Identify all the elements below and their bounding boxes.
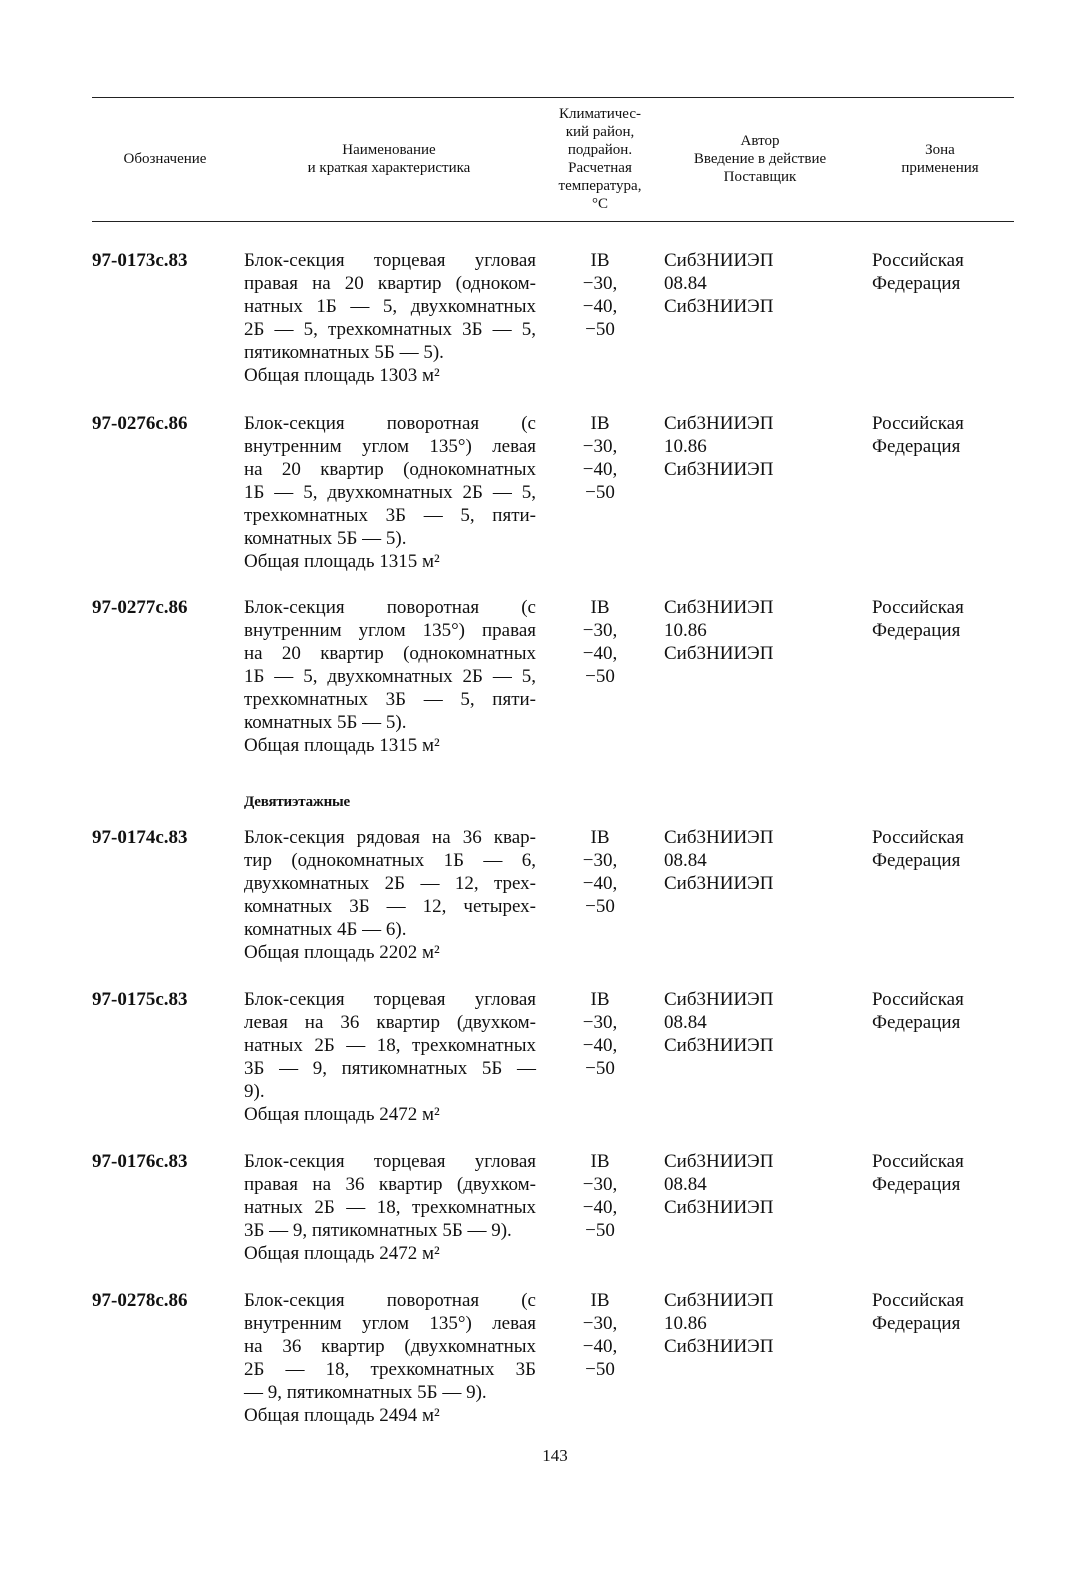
- description-line: пятикомнатных 5Б — 5).: [244, 342, 444, 363]
- application-zone-line: Российская: [872, 1151, 964, 1172]
- climate-values-line: −40,: [582, 643, 618, 664]
- application-zone: [872, 1289, 1022, 1335]
- author-info-line: 08.84: [664, 1012, 707, 1033]
- climate-values-line: −40,: [582, 873, 618, 894]
- description: [244, 1150, 536, 1265]
- author-info-line: Сиб3НИИЭП: [664, 989, 774, 1010]
- author-info: [664, 412, 864, 481]
- author-info: [664, 249, 864, 318]
- climate-values-line: −40,: [582, 1035, 618, 1056]
- description: [244, 1289, 536, 1427]
- climate-values-line: IB: [590, 597, 610, 618]
- description-line: внутренним углом 135°) правая: [244, 620, 536, 641]
- author-info-line: Сиб3НИИЭП: [664, 1035, 774, 1056]
- author-info-line: 10.86: [664, 1313, 707, 1334]
- description-line: на 36 квартир (двухкомнатных: [244, 1336, 536, 1357]
- header-climate-region: Климатичес- кий район, подрайон. Расчетная температура, °С: [558, 106, 642, 212]
- designation-code: 97-0174с.83: [92, 827, 188, 848]
- climate-values-line: −40,: [582, 1336, 618, 1357]
- climate-values: [560, 249, 640, 341]
- climate-values-line: −40,: [582, 459, 618, 480]
- description-line: Блок-секция поворотная (с: [244, 413, 536, 434]
- author-info-line: Сиб3НИИЭП: [664, 873, 774, 894]
- description-line: на 20 квартир (однокомнатных: [244, 643, 536, 664]
- author-info: [664, 1289, 864, 1358]
- application-zone-line: Российская: [872, 989, 964, 1010]
- author-info: [664, 1150, 864, 1219]
- description-line: трехкомнатных 3Б — 5, пяти-: [244, 689, 536, 710]
- climate-values: [560, 1289, 640, 1381]
- climate-values: [560, 826, 640, 918]
- table-header-bottom-rule: [92, 221, 1014, 222]
- designation-code: 97-0276с.86: [92, 413, 188, 434]
- climate-values-line: −30,: [582, 436, 618, 457]
- header-name-description: Наименование и краткая характеристика: [307, 142, 471, 176]
- author-info: [664, 988, 864, 1057]
- climate-values-line: IB: [590, 827, 610, 848]
- description-line: 2Б — 18, трехкомнатных 3Б: [244, 1359, 536, 1380]
- application-zone-line: Российская: [872, 1290, 964, 1311]
- climate-values-line: −30,: [582, 850, 618, 871]
- description-line: Общая площадь 1315 м²: [244, 551, 440, 572]
- description-line: Общая площадь 1303 м²: [244, 365, 440, 386]
- header-author-supplier: Автор Введение в действие Поставщик: [693, 133, 827, 185]
- designation-code: 97-0277с.86: [92, 597, 188, 618]
- author-info-line: Сиб3НИИЭП: [664, 459, 774, 480]
- page-number: 143: [542, 1446, 568, 1465]
- climate-values: [560, 988, 640, 1080]
- description-line: Общая площадь 1315 м²: [244, 735, 440, 756]
- climate-values-line: −30,: [582, 1313, 618, 1334]
- description-line: трехкомнатных 3Б — 5, пяти-: [244, 505, 536, 526]
- application-zone-line: Российская: [872, 597, 964, 618]
- description-line: Общая площадь 2472 м²: [244, 1104, 440, 1125]
- climate-values-line: −50: [585, 896, 615, 917]
- author-info-line: 08.84: [664, 850, 707, 871]
- description-line: Общая площадь 2494 м²: [244, 1405, 440, 1426]
- author-info-line: Сиб3НИИЭП: [664, 643, 774, 664]
- application-zone: [872, 826, 1022, 872]
- climate-values-line: −30,: [582, 1012, 618, 1033]
- description-line: 3Б — 9, пятикомнатных 5Б — 9).: [244, 1220, 512, 1241]
- designation-code: 97-0176с.83: [92, 1151, 188, 1172]
- description: [244, 988, 536, 1126]
- description-line: на 20 квартир (однокомнатных: [244, 459, 536, 480]
- description-line: Блок-секция поворотная (с: [244, 1290, 536, 1311]
- application-zone-line: Федерация: [872, 1174, 961, 1195]
- application-zone-line: Федерация: [872, 1313, 961, 1334]
- climate-values-line: −40,: [582, 296, 618, 317]
- climate-values-line: −50: [585, 482, 615, 503]
- designation-code: 97-0278с.86: [92, 1290, 188, 1311]
- description-line: натных 2Б — 18, трехкомнатных: [244, 1197, 536, 1218]
- author-info-line: Сиб3НИИЭП: [664, 597, 774, 618]
- description-line: левая на 36 квартир (двухком-: [244, 1012, 536, 1033]
- table-header-top-rule: [92, 97, 1014, 98]
- climate-values: [560, 412, 640, 504]
- climate-values-line: −30,: [582, 1174, 618, 1195]
- climate-values-line: −50: [585, 319, 615, 340]
- author-info-line: 10.86: [664, 620, 707, 641]
- description-line: 1Б — 5, двухкомнатных 2Б — 5,: [244, 482, 536, 503]
- description-line: правая на 20 квартир (одноком-: [244, 273, 536, 294]
- application-zone-line: Федерация: [872, 1012, 961, 1033]
- author-info-line: Сиб3НИИЭП: [664, 413, 774, 434]
- climate-values-line: −30,: [582, 620, 618, 641]
- climate-values: [560, 596, 640, 688]
- description-line: Блок-секция торцевая угловая: [244, 250, 536, 271]
- designation-code: 97-0173с.83: [92, 250, 188, 271]
- climate-values-line: IB: [590, 1290, 610, 1311]
- climate-values-line: −50: [585, 1220, 615, 1241]
- description: [244, 249, 536, 387]
- author-info: [664, 826, 864, 895]
- description-line: 1Б — 5, двухкомнатных 2Б — 5,: [244, 666, 536, 687]
- description-line: комнатных 3Б — 12, четырех-: [244, 896, 536, 917]
- description-line: натных 2Б — 18, трехкомнатных: [244, 1035, 536, 1056]
- description-line: Блок-секция торцевая угловая: [244, 1151, 536, 1172]
- description-line: Блок-секция рядовая на 36 квар-: [244, 827, 536, 848]
- description-line: тир (однокомнатных 1Б — 6,: [244, 850, 536, 871]
- application-zone: [872, 412, 1022, 458]
- climate-values: [560, 1150, 640, 1242]
- description-line: двухкомнатных 2Б — 12, трех-: [244, 873, 536, 894]
- description-line: Общая площадь 2202 м²: [244, 942, 440, 963]
- description-line: комнатных 5Б — 5).: [244, 528, 407, 549]
- application-zone-line: Российская: [872, 250, 964, 271]
- author-info-line: Сиб3НИИЭП: [664, 827, 774, 848]
- application-zone-line: Федерация: [872, 273, 961, 294]
- author-info-line: Сиб3НИИЭП: [664, 1197, 774, 1218]
- climate-values-line: −40,: [582, 1197, 618, 1218]
- description: [244, 412, 536, 573]
- description-line: 9).: [244, 1081, 265, 1102]
- climate-values-line: IB: [590, 250, 610, 271]
- application-zone: [872, 1150, 1022, 1196]
- application-zone-line: Российская: [872, 413, 964, 434]
- application-zone-line: Федерация: [872, 850, 961, 871]
- section-title: Девятиэтажные: [244, 794, 351, 810]
- application-zone-line: Федерация: [872, 436, 961, 457]
- author-info-line: Сиб3НИИЭП: [664, 250, 774, 271]
- author-info-line: 08.84: [664, 1174, 707, 1195]
- description-line: Блок-секция торцевая угловая: [244, 989, 536, 1010]
- description-line: внутренним углом 135°) левая: [244, 1313, 536, 1334]
- application-zone: [872, 596, 1022, 642]
- author-info-line: Сиб3НИИЭП: [664, 1336, 774, 1357]
- description-line: правая на 36 квартир (двухком-: [244, 1174, 536, 1195]
- description-line: 2Б — 5, трехкомнатных 3Б — 5,: [244, 319, 536, 340]
- application-zone: [872, 249, 1022, 295]
- climate-values-line: −50: [585, 666, 615, 687]
- application-zone-line: Федерация: [872, 620, 961, 641]
- climate-values-line: IB: [590, 1151, 610, 1172]
- description: [244, 596, 536, 757]
- description-line: — 9, пятикомнатных 5Б — 9).: [244, 1382, 487, 1403]
- description-line: комнатных 4Б — 6).: [244, 919, 407, 940]
- author-info: [664, 596, 864, 665]
- climate-values-line: IB: [590, 413, 610, 434]
- author-info-line: Сиб3НИИЭП: [664, 1290, 774, 1311]
- header-application-zone: Зона применения: [901, 142, 979, 176]
- description-line: Блок-секция поворотная (с: [244, 597, 536, 618]
- description: [244, 826, 536, 964]
- climate-values-line: IB: [590, 989, 610, 1010]
- climate-values-line: −50: [585, 1058, 615, 1079]
- designation-code: 97-0175с.83: [92, 989, 188, 1010]
- application-zone: [872, 988, 1022, 1034]
- description-line: комнатных 5Б — 5).: [244, 712, 407, 733]
- description-line: Общая площадь 2472 м²: [244, 1243, 440, 1264]
- author-info-line: Сиб3НИИЭП: [664, 1151, 774, 1172]
- author-info-line: Сиб3НИИЭП: [664, 296, 774, 317]
- climate-values-line: −30,: [582, 273, 618, 294]
- description-line: натных 1Б — 5, двухкомнатных: [244, 296, 536, 317]
- author-info-line: 10.86: [664, 436, 707, 457]
- application-zone-line: Российская: [872, 827, 964, 848]
- description-line: 3Б — 9, пятикомнатных 5Б —: [244, 1058, 536, 1079]
- header-designation: Обозначение: [123, 151, 207, 167]
- description-line: внутренним углом 135°) левая: [244, 436, 536, 457]
- climate-values-line: −50: [585, 1359, 615, 1380]
- author-info-line: 08.84: [664, 273, 707, 294]
